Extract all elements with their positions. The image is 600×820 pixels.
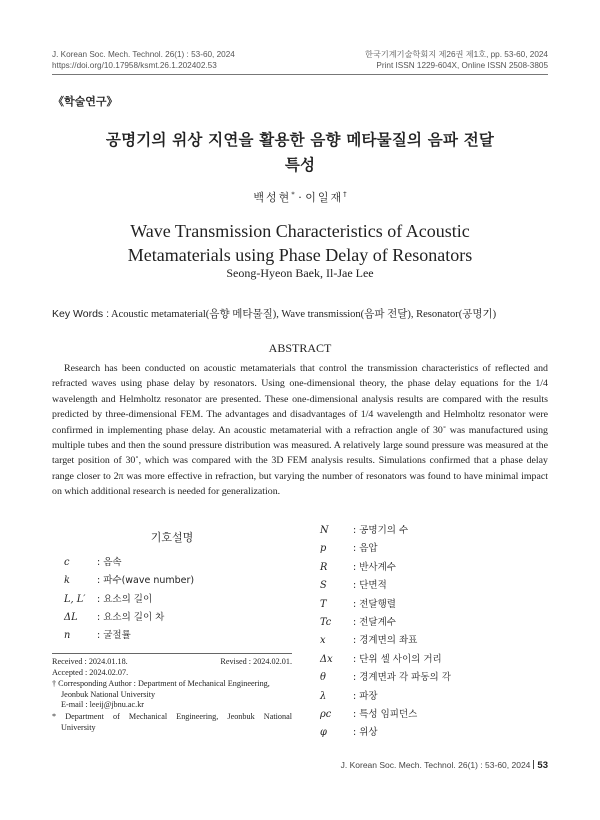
nomenclature-row (318, 522, 558, 540)
author-2-kr: 이일재 (305, 191, 344, 204)
corresponding-author: † Corresponding Author : Department of Mechanical Engineering, (52, 679, 270, 688)
nomenclature-row (318, 540, 558, 558)
paper-title-kr-line2: 특성 (284, 156, 316, 174)
journal-citation: J. Korean Soc. Mech. Technol. 26(1) : 53-60, 2024 (52, 50, 235, 59)
nomenclature-row (318, 669, 558, 687)
nomenclature-symbol: Δx (320, 653, 333, 665)
nomenclature-description: : 요소의 길이 (97, 593, 153, 605)
nomenclature-description: : 공명기의 수 (353, 525, 409, 536)
article-category: 《학술연구》 (53, 95, 118, 108)
nomenclature-row (318, 577, 558, 595)
nomenclature-row (318, 614, 558, 632)
nomenclature-description: : 경계면의 좌표 (353, 635, 418, 647)
nomenclature-symbol: L, L′ (64, 593, 86, 605)
nomenclature-description: : 요소의 길이 차 (97, 611, 165, 623)
nomenclature-description: : 굴절률 (97, 630, 131, 642)
authors-en: Seong-Hyeon Baek, Il-Jae Lee (226, 266, 374, 280)
nomenclature-description: : 단면적 (353, 580, 387, 592)
received-date: Received : 2024.01.18. (52, 657, 128, 666)
abstract-heading: ABSTRACT (268, 341, 332, 355)
nomenclature-description: : 특성 임피던스 (353, 709, 418, 720)
authors-kr (0, 189, 600, 205)
nomenclature-symbol: R (320, 561, 328, 573)
doi-link[interactable]: https://doi.org/10.17958/ksmt.26.1.202402.53 (52, 61, 217, 70)
keywords-label: Key Words : (52, 308, 109, 320)
keywords (52, 306, 552, 321)
accepted-date: Accepted : 2024.02.07. (52, 668, 129, 677)
nomenclature-description: : 전달행렬 (353, 598, 396, 610)
nomenclature-description: : 반사계수 (353, 561, 396, 573)
author-1-mark: * (291, 190, 295, 199)
paper-title-en (60, 219, 540, 267)
keywords-text: Acoustic metamaterial(음향 메타물질), Wave transmission(음파 전달), Resonator(공명기) (111, 309, 497, 320)
nomenclature-description: : 단위 셀 사이의 거리 (353, 653, 442, 665)
nomenclature-symbol: ΔL (64, 611, 78, 623)
journal-header-left (52, 49, 235, 71)
author-affiliation-line2: University (61, 722, 96, 732)
journal-citation-kr: 한국기계기술학회지 제26권 제1호, pp. 53-60, 2024 (365, 50, 548, 59)
footer-citation: J. Korean Soc. Mech. Technol. 26(1) : 53-60, 2024 (340, 760, 531, 770)
nomenclature-symbol: S (320, 580, 327, 592)
nomenclature-row (52, 627, 292, 645)
nomenclature-description: : 위상 (353, 727, 378, 739)
nomenclature-description: : 파장 (353, 690, 378, 702)
footnote-divider (52, 653, 292, 654)
corresponding-author-affil: Jeonbuk National University (61, 689, 156, 699)
nomenclature-symbol: c (64, 557, 70, 568)
paper-title-en-line2: Metamaterials using Phase Delay of Resonators (127, 245, 473, 265)
corresponding-email[interactable]: E-mail : leeij@jbnu.ac.kr (61, 700, 145, 709)
nomenclature-row (52, 609, 292, 627)
nomenclature-row (52, 572, 292, 590)
nomenclature-row (52, 591, 292, 609)
nomenclature-row (318, 651, 558, 669)
abstract-body: Research has been conducted on acoustic metamaterials that control the transmission characteristics of reflected and refracted waves using phase delay by resonators. Using one-dimensional theory, the phase delay equations for the 1/4 wavelength and Helmholtz resonator are presented. These one-dimensional analysis results are compared with the results predicted by three-dimensional FEM. The advantages and disadvantages of 1/4 wavelength and Helmholtz resonator were confirmed in implementing phase delay. An acoustic metamaterial with a refraction angle of 30˚ was manufactured using multiple tubes and then the sound pressure distribution was measured. A relatively large sound pressure was measured at the target position of 30˚, which was compared with the 3D FEM analysis results. Simulations confirmed that a phase delay range closer to 2π was more effective in refraction, but varying the number of resonators was found to have minimal impact on which additional research is needed for generalization. (52, 363, 548, 498)
nomenclature-symbol: λ (320, 690, 327, 702)
nomenclature-description: : 파수(wave number) (97, 575, 195, 587)
nomenclature-description: : 경계면과 각 파동의 각 (353, 672, 451, 684)
nomenclature-description: : 음속 (97, 557, 122, 568)
nomenclature-description: : 전달계수 (353, 617, 396, 628)
header-divider (52, 74, 548, 75)
nomenclature-symbol: φ (320, 727, 327, 739)
nomenclature-symbol: T (320, 598, 327, 610)
page-number: 53 (537, 760, 548, 771)
journal-header-right (365, 49, 548, 71)
footer-divider (533, 760, 534, 769)
nomenclature-symbol: θ (320, 672, 326, 684)
page-footer (341, 760, 548, 771)
nomenclature-symbol: N (320, 525, 329, 536)
nomenclature-row (52, 554, 292, 572)
nomenclature-row (318, 706, 558, 724)
author-affiliation: * Department of Mechanical Engineering, Jeonbuk National (52, 712, 292, 721)
paper-title-en-line1: Wave Transmission Characteristics of Acoustic (130, 221, 470, 241)
nomenclature-symbol: n (64, 630, 71, 642)
nomenclature-row (318, 688, 558, 706)
nomenclature-symbol: ρc (320, 709, 332, 720)
author-1-kr: 백성현 (253, 191, 292, 204)
nomenclature-description: : 음압 (353, 543, 378, 555)
issn-info: Print ISSN 1229-604X, Online ISSN 2508-3805 (376, 61, 548, 70)
nomenclature-row (318, 559, 558, 577)
paper-title-kr-line1: 공명기의 위상 지연을 활용한 음향 메타물질의 음파 전달 (105, 131, 495, 149)
nomenclature-row (318, 596, 558, 614)
revised-date: Revised : 2024.02.01. (220, 657, 292, 666)
author-2-mark: † (343, 190, 347, 199)
nomenclature-symbol: x (320, 635, 326, 647)
nomenclature-row (318, 724, 558, 742)
nomenclature-symbol: k (64, 575, 70, 587)
nomenclature-heading: 기호설명 (150, 531, 194, 544)
nomenclature-symbol: Tc (320, 617, 332, 628)
nomenclature-row (318, 632, 558, 650)
nomenclature-symbol: p (320, 543, 327, 555)
paper-title-kr (60, 128, 540, 178)
author-separator: · (294, 191, 306, 204)
